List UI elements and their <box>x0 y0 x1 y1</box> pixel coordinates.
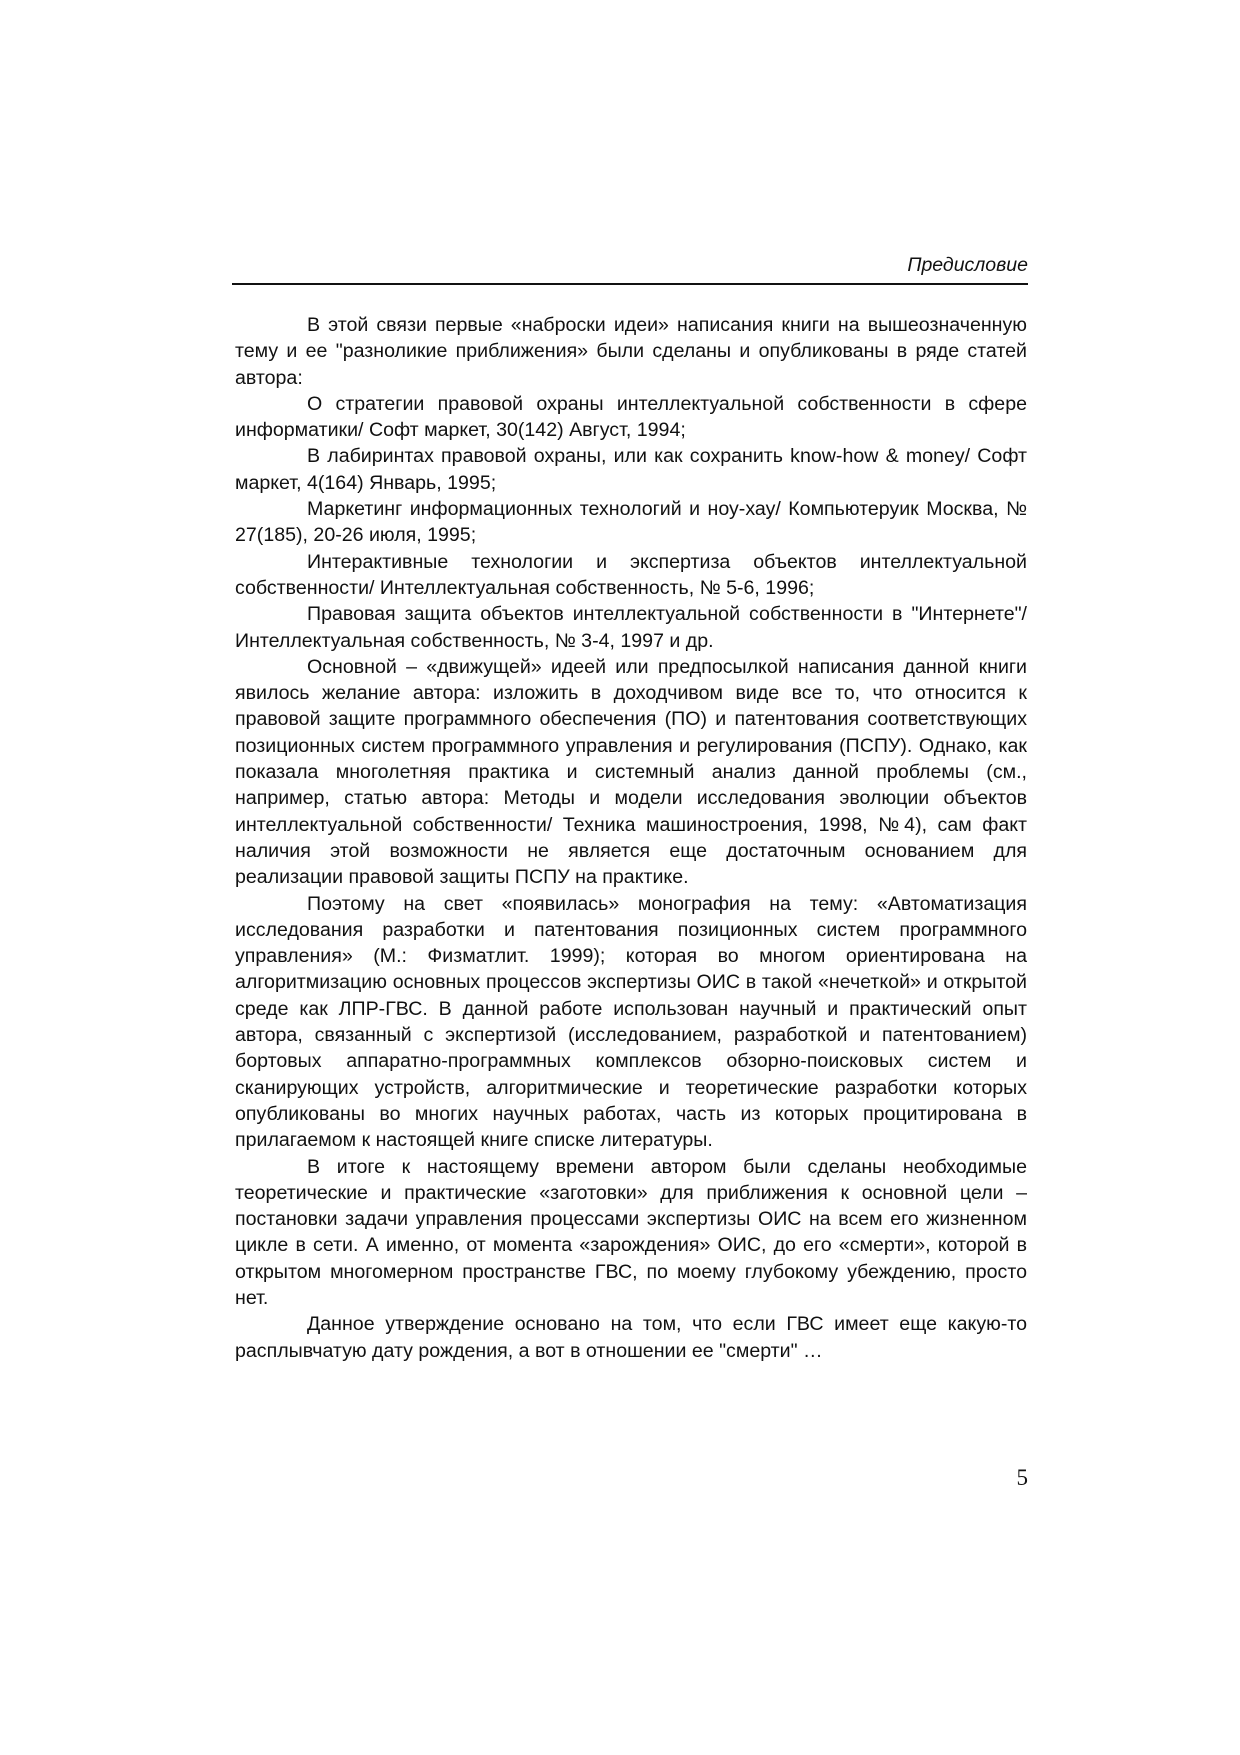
body-text <box>235 312 1027 1364</box>
header-rule <box>232 283 1028 285</box>
running-header: Предисловие <box>907 254 1028 276</box>
reference-item-4: Интерактивные технологии и экспертиза объектов интеллектуальной собственности/ Интеллектуальная собственность, № 5-6, 1996; <box>235 550 1027 599</box>
paragraph-main-idea: Основной – «движущей» идеей или предпосылкой написания данной книги явилось желание автора: изложить в доходчивом виде все то, что относится к правовой защите программного обеспечения (ПО) и патентования соответствующих позиционных систем программного управления и регулирования (ПСПУ). Однако, как показала многолетняя практика и системный анализ данной проблемы (см., например, статью автора: Методы и модели исследования эволюции объектов интеллектуальной собственности/ Техника машиностроения, 1998, №4), сам факт наличия этой возможности не является еще достаточным основанием для реализации правовой защиты ПСПУ на практике. <box>235 655 1027 889</box>
reference-item-1: О стратегии правовой охраны интеллектуальной собственности в сфере информатики/ Софт маркет, 30(142) Август, 1994; <box>235 392 1027 442</box>
reference-item-3: Маркетинг информационных технологий и ноу-хау/ Компьютеруик Москва, № 27(185), 20-26 июля, 1995; <box>235 498 1027 547</box>
page-number: 5 <box>1016 1465 1028 1490</box>
paragraph-intro: В этой связи первые «наброски идеи» написания книги на вышеозначенную тему и ее "разноликие приближения» были сделаны и опубликованы в ряде статей автора: <box>235 314 1027 389</box>
paragraph-result: В итоге к настоящему времени автором были сделаны необходимые теоретические и практические «заготовки» для приближения к основной цели – постановки задачи управления процессами экспертизы ОИС на всем его жизненном цикле в сети. А именно, от момента «зарождения» ОИС, до его «смерти», которой в открытом многомерном пространстве ГВС, по моему глубокому убеждению, просто нет. <box>235 1155 1027 1309</box>
reference-item-5: Правовая защита объектов интеллектуальной собственности в "Интернете"/ Интеллектуальная собственность, № 3-4, 1997 и др. <box>235 603 1027 652</box>
paragraph-statement: Данное утверждение основано на том, что если ГВС имеет еще какую-то расплывчатую дату рождения, а вот в отношении ее "смерти" … <box>235 1313 1027 1362</box>
paragraph-monograph: Поэтому на свет «появилась» монография на тему: «Автоматизация исследования разработки и патентования позиционных систем программного управления» (М.: Физматлит. 1999); которая во многом ориентирована на алгоритмизацию основных процессов экспертизы ОИС в такой «нечеткой» и открытой среде как ЛПР-ГВС. В данной работе использован научный и практический опыт автора, связанный с экспертизой (исследованием, разработкой и патентованием) бортовых аппаратно-программных комплексов обзорно-поисковых систем и сканирующих устройств, алгоритмические и теоретические разработки которых опубликованы во многих научных работах, часть из которых процитирована в прилагаемом к настоящей книге списке литературы. <box>235 892 1027 1152</box>
reference-item-2: В лабиринтах правовой охраны, или как сохранить know-how & money/ Софт маркет, 4(164) Январь, 1995; <box>235 445 1027 494</box>
